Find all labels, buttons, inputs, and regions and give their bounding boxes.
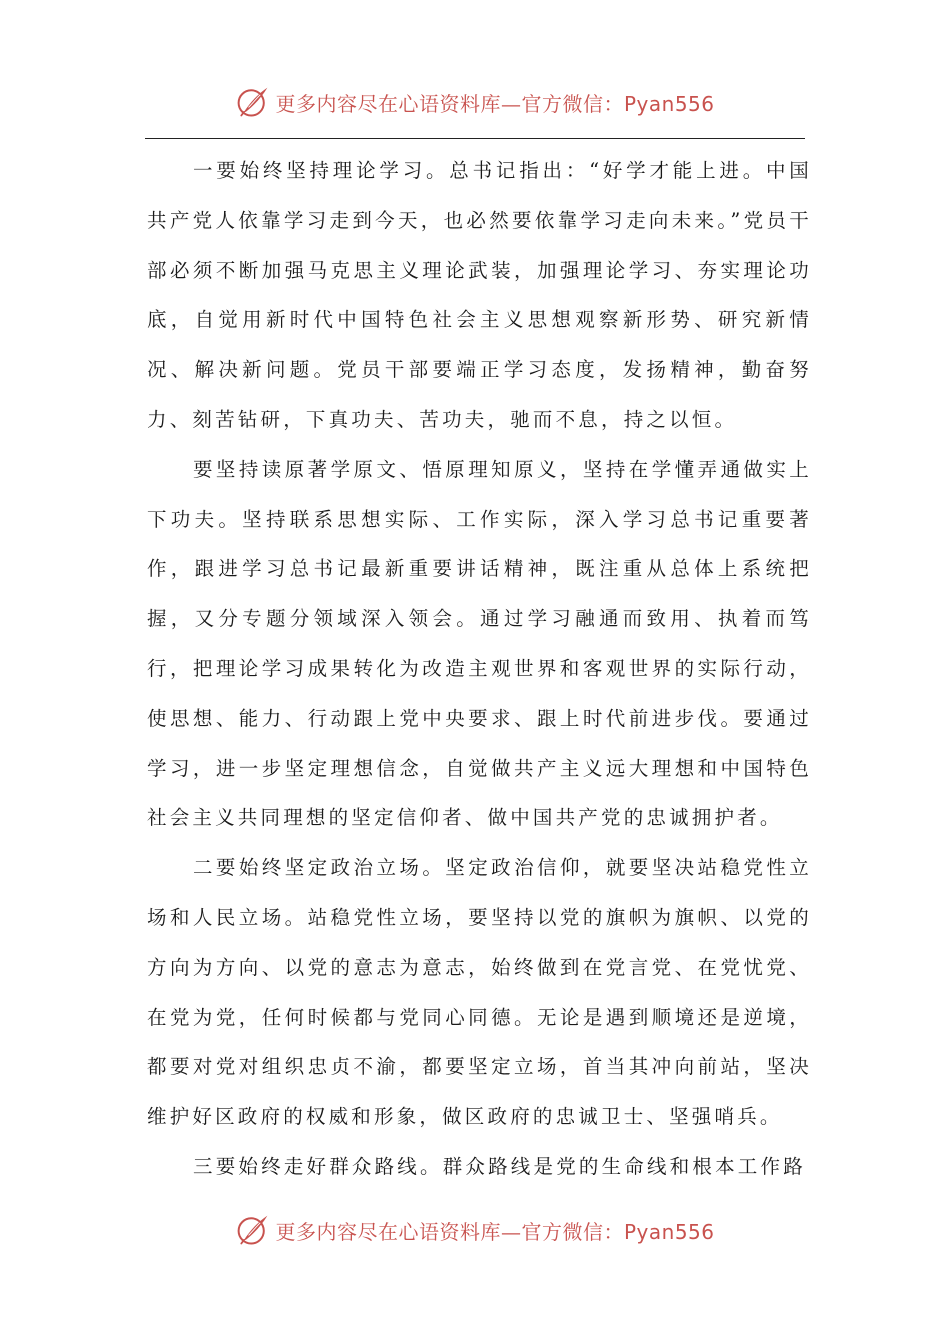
header-banner [0, 82, 950, 122]
quill-pen-logo-icon [235, 1212, 271, 1248]
quill-pen-logo-icon [235, 84, 271, 120]
banner-text: 更多内容尽在心语资料库—官方微信：Pyan556 [275, 1219, 715, 1244]
banner-text: 更多内容尽在心语资料库—官方微信：Pyan556 [275, 91, 715, 116]
paragraph: 要坚持读原著学原文、悟原理知原义，坚持在学懂弄通做实上下功夫。坚持联系思想实际、工作实际，深入学习总书记重要著作，跟进学习总书记最新重要讲话精神，既注重从总体上系统把握，又分专题分领域深入领会。通过学习融通而致用、执着而笃行，把理论学习成果转化为改造主观世界和客观世界的实际行动，使思想、能力、行动跟上党中央要求、跟上时代前进步伐。要通过学习，进一步坚定理想信念，自觉做共产主义远大理想和中国特色社会主义共同理想的坚定信仰者、做中国共产党的忠诚拥护者。 [147, 457, 812, 830]
document-body [147, 146, 812, 1192]
header-divider [145, 138, 805, 139]
paragraph: 二要始终坚定政治立场。坚定政治信仰，就要坚决站稳党性立场和人民立场。站稳党性立场，要坚持以党的旗帜为旗帜、以党的方向为方向、以党的意志为意志，始终做到在党言党、在党忧党、在党为党，任何时候都与党同心同德。无论是遇到顺境还是逆境，都要对党对组织忠贞不渝，都要坚定立场，首当其冲向前站，坚决维护好区政府的权威和形象，做区政府的忠诚卫士、坚强哨兵。 [147, 856, 812, 1129]
paragraph: 一要始终坚持理论学习。总书记指出：“好学才能上进。中国共产党人依靠学习走到今天，也必然要依靠学习走向未来。”党员干部必须不断加强马克思主义理论武装，加强理论学习、夯实理论功底，自觉用新时代中国特色社会主义思想观察新形势、研究新情况、解决新问题。党员干部要端正学习态度，发扬精神，勤奋努力、刻苦钻研，下真功夫、苦功夫，驰而不息，持之以恒。 [147, 159, 812, 431]
paragraph: 三要始终走好群众路线。群众路线是党的生命线和根本工作路 [193, 1154, 806, 1178]
footer-banner [0, 1210, 950, 1250]
